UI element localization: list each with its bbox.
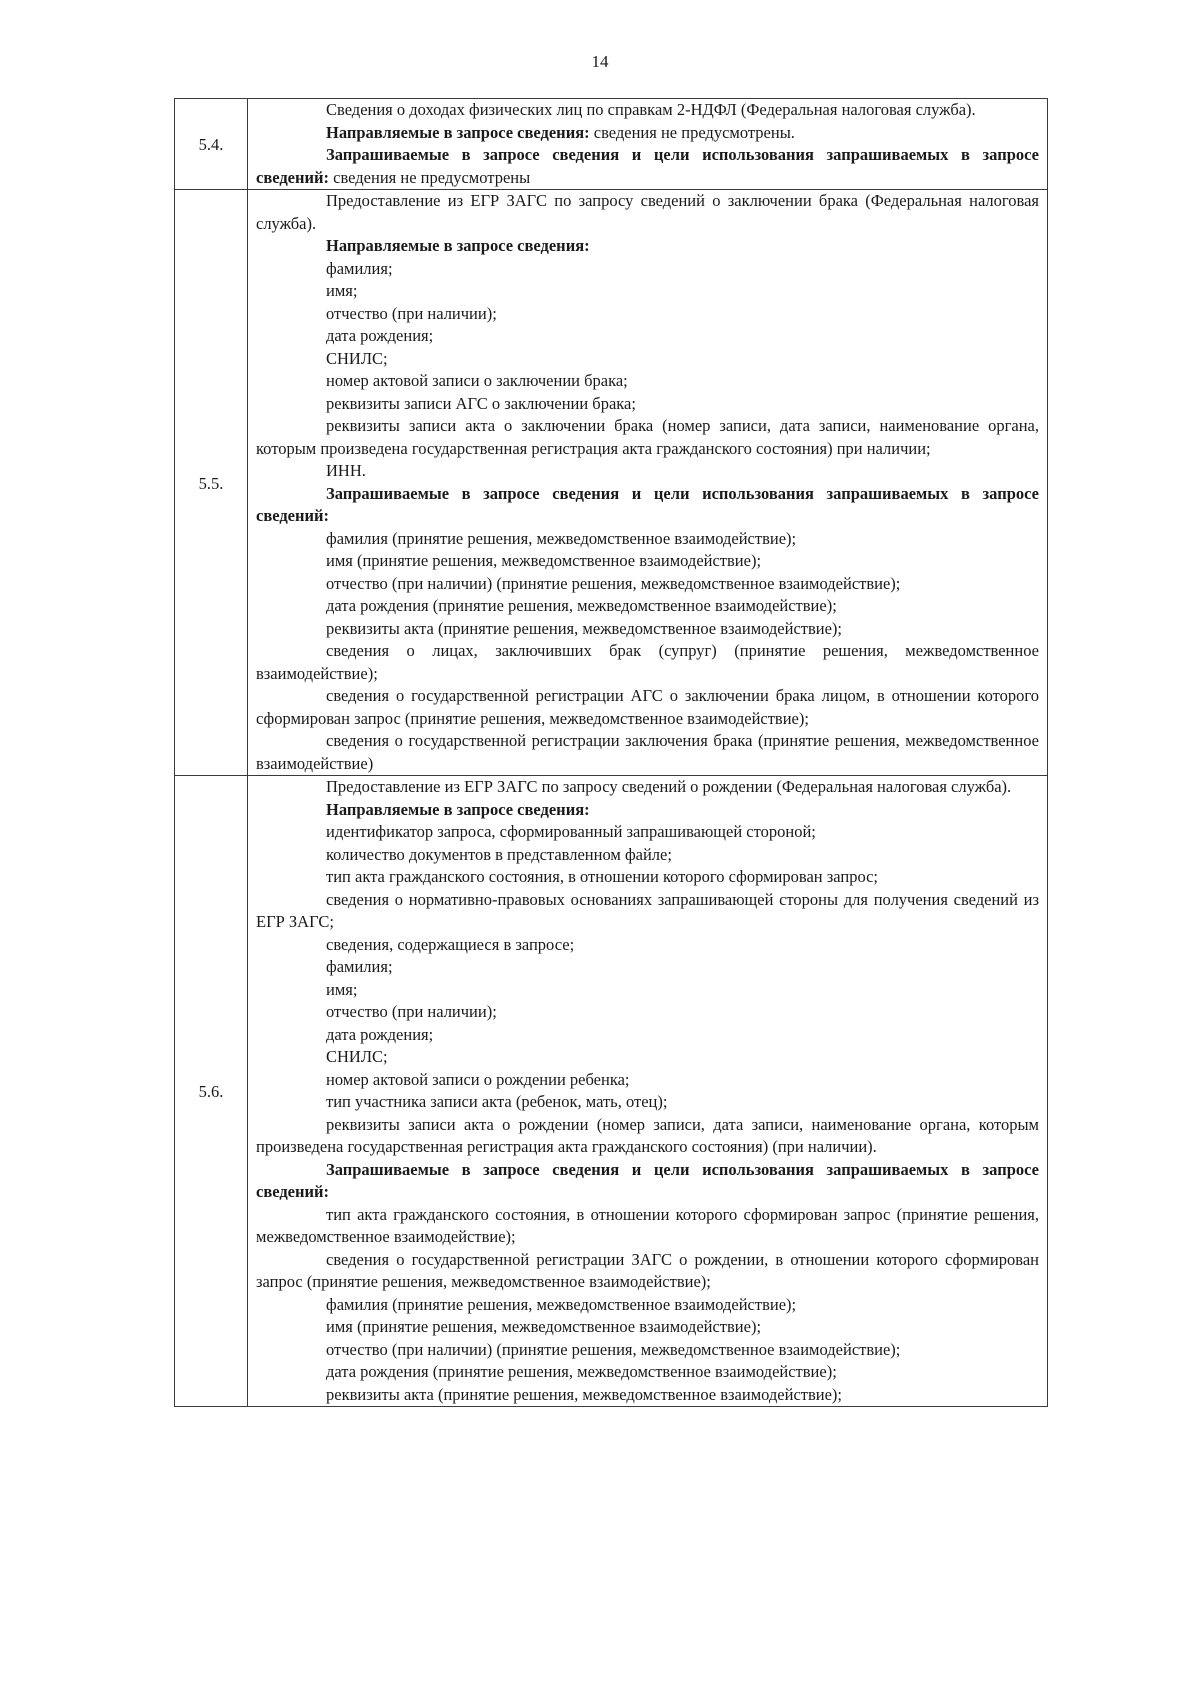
bold-heading: Направляемые в запросе сведения: — [326, 799, 590, 819]
paragraph — [256, 1091, 1039, 1114]
paragraph — [256, 730, 1039, 775]
paragraph-text: отчество (при наличии) (принятие решения, межведомственное взаимодействие); — [326, 573, 901, 593]
paragraph — [256, 1361, 1039, 1384]
paragraph-text: имя; — [326, 979, 358, 999]
paragraph — [256, 303, 1039, 326]
paragraph — [256, 934, 1039, 957]
paragraph-text: сведения о лицах, заключивших брак (супруг) (принятие решения, межведомственное взаимодействие); — [256, 641, 1039, 683]
paragraph — [256, 799, 1039, 822]
paragraph — [256, 1294, 1039, 1317]
table-row — [175, 776, 1048, 1407]
paragraph-text: сведения не предусмотрены. — [589, 122, 795, 142]
paragraph — [256, 1249, 1039, 1294]
paragraph-text: имя (принятие решения, межведомственное взаимодействие); — [326, 551, 762, 570]
bold-heading: Запрашиваемые в запросе сведения и цели использования запрашиваемых в запросе сведений: — [256, 145, 1039, 187]
paragraph — [256, 1114, 1039, 1159]
paragraph — [256, 370, 1039, 393]
paragraph-text: сведения не предусмотрены — [329, 167, 531, 187]
paragraph-text: реквизиты записи акта о заключении брака (номер записи, дата записи, наименование органа, которым произведена государственная регистрация акта гражданского состояния) при наличии; — [256, 416, 1039, 458]
paragraph — [256, 483, 1039, 528]
paragraph-text: ИНН. — [326, 461, 366, 480]
paragraph — [256, 325, 1039, 348]
paragraph-text: отчество (при наличии); — [326, 303, 497, 323]
row-number: 5.6. — [175, 776, 248, 1407]
paragraph — [256, 776, 1039, 799]
paragraph — [256, 235, 1039, 258]
paragraph-text: реквизиты акта (принятие решения, межведомственное взаимодействие); — [326, 618, 843, 638]
paragraph — [256, 956, 1039, 979]
paragraph-text: имя; — [326, 281, 358, 300]
paragraph — [256, 415, 1039, 460]
paragraph-text: СНИЛС; — [326, 348, 388, 368]
paragraph-text: реквизиты записи АГС о заключении брака; — [326, 393, 636, 413]
paragraph-text: дата рождения; — [326, 326, 434, 345]
paragraph-text: идентификатор запроса, сформированный запрашивающей стороной; — [326, 822, 816, 841]
paragraph — [256, 348, 1039, 371]
table-body — [175, 99, 1048, 1407]
paragraph — [256, 595, 1039, 618]
paragraph-text: фамилия (принятие решения, межведомственное взаимодействие); — [326, 1294, 797, 1314]
row-content — [248, 99, 1048, 190]
paragraph — [256, 618, 1039, 641]
paragraph — [256, 550, 1039, 573]
paragraph-text: фамилия (принятие решения, межведомственное взаимодействие); — [326, 528, 797, 548]
paragraph — [256, 99, 1039, 122]
paragraph-text: сведения, содержащиеся в запросе; — [326, 934, 575, 954]
paragraph — [256, 1339, 1039, 1362]
paragraph — [256, 1316, 1039, 1339]
bold-heading: Запрашиваемые в запросе сведения и цели использования запрашиваемых в запросе сведений: — [256, 483, 1039, 525]
paragraph — [256, 258, 1039, 281]
paragraph-text: тип акта гражданского состояния, в отношении которого сформирован запрос (принятие решения, межведомственное взаимодействие); — [256, 1204, 1039, 1246]
paragraph — [256, 280, 1039, 303]
paragraph-text: отчество (при наличии) (принятие решения, межведомственное взаимодействие); — [326, 1339, 901, 1359]
paragraph — [256, 1204, 1039, 1249]
paragraph-text: тип участника записи акта (ребенок, мать, отец); — [326, 1092, 668, 1111]
paragraph-text: сведения о государственной регистрации ЗАГС о рождении, в отношении которого сформирован запрос (принятие решения, межведомственное взаимодействие); — [256, 1249, 1039, 1291]
paragraph-text: Предоставление из ЕГР ЗАГС по запросу сведений о рождении (Федеральная налоговая служба). — [326, 777, 1012, 796]
paragraph-text: фамилия; — [326, 258, 393, 278]
table-row — [175, 99, 1048, 190]
bold-heading: Направляемые в запросе сведения: — [326, 122, 590, 142]
paragraph — [256, 144, 1039, 189]
paragraph-text: реквизиты акта (принятие решения, межведомственное взаимодействие); — [326, 1384, 843, 1404]
paragraph — [256, 1384, 1039, 1407]
paragraph — [256, 1159, 1039, 1204]
paragraph — [256, 1046, 1039, 1069]
paragraph-text: реквизиты записи акта о рождении (номер записи, дата записи, наименование органа, которым произведена государственная регистрация акта гражданского состояния) (при наличии). — [256, 1114, 1039, 1156]
requirements-table — [174, 98, 1048, 1407]
paragraph-text: Предоставление из ЕГР ЗАГС по запросу сведений о заключении брака (Федеральная налоговая служба). — [256, 191, 1039, 233]
paragraph-text: сведения о нормативно-правовых основаниях запрашивающей стороны для получения сведений из ЕГР ЗАГС; — [256, 889, 1039, 931]
paragraph — [256, 573, 1039, 596]
paragraph-text: Сведения о доходах физических лиц по справкам 2-НДФЛ (Федеральная налоговая служба). — [326, 100, 976, 119]
paragraph — [256, 979, 1039, 1002]
paragraph-text: имя (принятие решения, межведомственное взаимодействие); — [326, 1317, 762, 1336]
paragraph — [256, 122, 1039, 145]
paragraph — [256, 844, 1039, 867]
paragraph — [256, 190, 1039, 235]
row-number: 5.5. — [175, 190, 248, 776]
paragraph — [256, 1001, 1039, 1024]
paragraph — [256, 685, 1039, 730]
row-number: 5.4. — [175, 99, 248, 190]
paragraph-text: количество документов в представленном файле; — [326, 844, 672, 864]
row-content — [248, 776, 1048, 1407]
paragraph-text: дата рождения (принятие решения, межведомственное взаимодействие); — [326, 596, 837, 615]
bold-heading: Направляемые в запросе сведения: — [326, 236, 590, 255]
paragraph-text: СНИЛС; — [326, 1047, 388, 1066]
page-number: 14 — [591, 52, 609, 71]
paragraph — [256, 528, 1039, 551]
paragraph-text: дата рождения (принятие решения, межведомственное взаимодействие); — [326, 1362, 837, 1381]
table-row — [175, 190, 1048, 776]
row-content — [248, 190, 1048, 776]
bold-heading: Запрашиваемые в запросе сведения и цели использования запрашиваемых в запросе сведений: — [256, 1159, 1039, 1201]
paragraph — [256, 889, 1039, 934]
paragraph — [256, 460, 1039, 483]
paragraph — [256, 1069, 1039, 1092]
paragraph — [256, 640, 1039, 685]
paragraph-text: отчество (при наличии); — [326, 1002, 497, 1021]
paragraph — [256, 866, 1039, 889]
paragraph-text: дата рождения; — [326, 1024, 434, 1044]
paragraph — [256, 1024, 1039, 1047]
paragraph-text: сведения о государственной регистрации АГС о заключении брака лицом, в отношении которого сформирован запрос (принятие решения, межведомственное взаимодействие); — [256, 686, 1039, 728]
paragraph-text: номер актовой записи о заключении брака; — [326, 371, 628, 390]
paragraph-text: фамилия; — [326, 957, 393, 976]
paragraph — [256, 821, 1039, 844]
paragraph — [256, 393, 1039, 416]
paragraph-text: сведения о государственной регистрации заключения брака (принятие решения, межведомственное взаимодействие) — [256, 731, 1039, 773]
paragraph-text: тип акта гражданского состояния, в отношении которого сформирован запрос; — [326, 867, 879, 886]
paragraph-text: номер актовой записи о рождении ребенка; — [326, 1069, 630, 1089]
